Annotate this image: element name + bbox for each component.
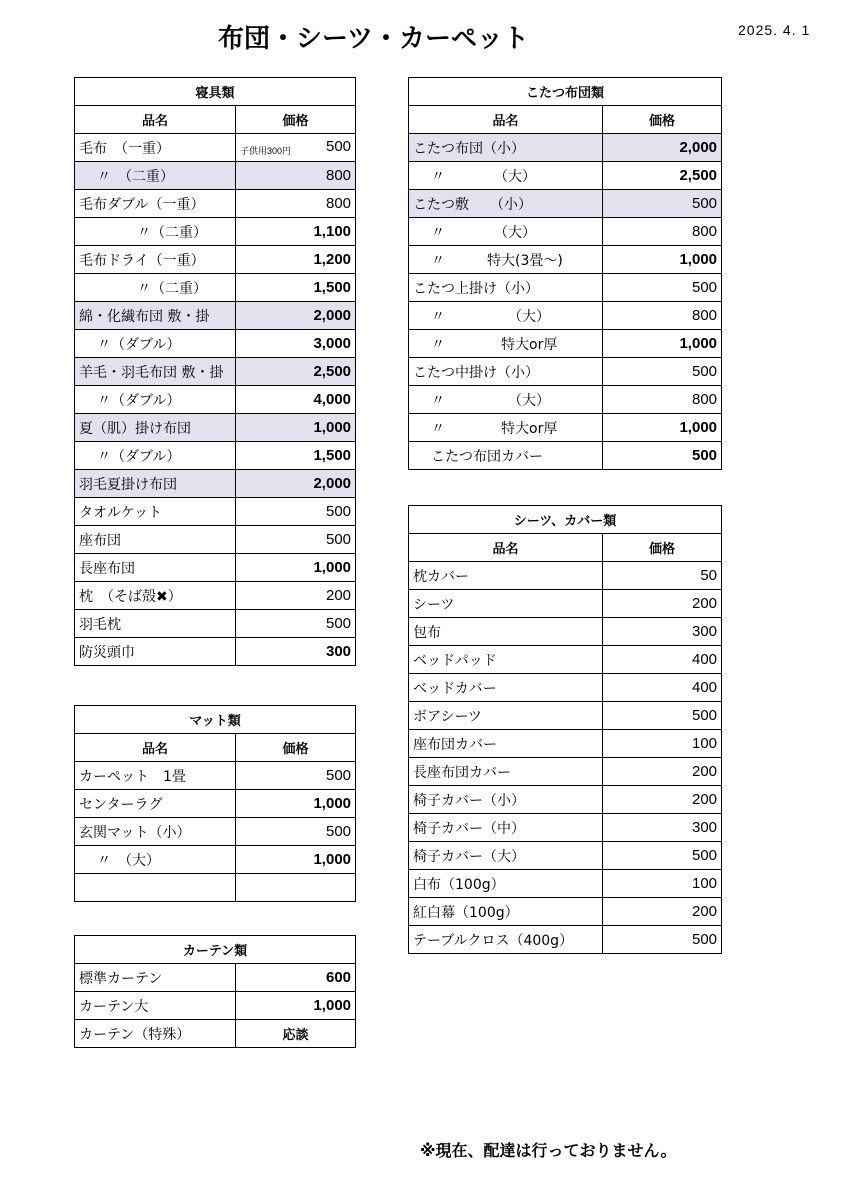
item-name: こたつ上掛け（小） (409, 274, 603, 302)
item-price: 400 (603, 646, 722, 674)
item-name: 毛布ドライ（一重） (75, 246, 236, 274)
item-price: 300 (236, 638, 356, 666)
item-price: 1,000 (603, 414, 722, 442)
item-price: 800 (603, 302, 722, 330)
item-name: 〃 （二重） (75, 162, 236, 190)
item-price: 500 (603, 842, 722, 870)
item-price: 1,000 (236, 414, 356, 442)
table-row (409, 562, 722, 590)
table-row (75, 638, 356, 666)
item-name: 座布団カバー (409, 730, 603, 758)
column-header-price: 価格 (236, 734, 356, 762)
item-name: 羽毛枕 (75, 610, 236, 638)
item-name: 椅子カバー（中） (409, 814, 603, 842)
item-name: 〃 （大） (409, 386, 603, 414)
item-price: 500 (603, 702, 722, 730)
table-row (75, 554, 356, 582)
table-row (75, 274, 356, 302)
item-name: 〃（二重） (75, 274, 236, 302)
delivery-notice: ※現在、配達は行っておりません。 (420, 1141, 677, 1160)
item-price: 100 (603, 730, 722, 758)
table-row (409, 814, 722, 842)
table-row (75, 498, 356, 526)
item-name: こたつ敷 （小） (409, 190, 603, 218)
table-row (409, 274, 722, 302)
bedding-price-table (74, 77, 356, 666)
table-row (75, 190, 356, 218)
column-header-name: 品名 (75, 106, 236, 134)
table-row (409, 302, 722, 330)
item-price: 800 (236, 162, 356, 190)
item-price: 500 (236, 818, 356, 846)
item-price: 500 (603, 190, 722, 218)
table-row (409, 898, 722, 926)
item-price: 1,000 (236, 846, 356, 874)
table-row (409, 870, 722, 898)
item-name: こたつ中掛け（小） (409, 358, 603, 386)
table-header: マット類 (75, 706, 356, 734)
item-name: 〃（ダブル） (75, 330, 236, 358)
item-price: 応談 (236, 1020, 356, 1048)
table-row (75, 134, 356, 162)
item-price: 500 (603, 358, 722, 386)
item-price: 200 (603, 758, 722, 786)
item-price: 200 (603, 898, 722, 926)
table-row (75, 302, 356, 330)
item-price: 2,500 (603, 162, 722, 190)
table-row (75, 218, 356, 246)
item-name: テーブルクロス（400g） (409, 926, 603, 954)
mat-price-table (74, 705, 356, 902)
column-header-price: 価格 (603, 106, 722, 134)
column-header-name: 品名 (75, 734, 236, 762)
item-note: 子供用300円 (240, 146, 292, 156)
table-row (75, 790, 356, 818)
item-price: 2,000 (603, 134, 722, 162)
item-name: 椅子カバー（小） (409, 786, 603, 814)
table-row (75, 386, 356, 414)
item-price: 500 (236, 610, 356, 638)
item-price: 300 (603, 814, 722, 842)
item-name: 長座布団 (75, 554, 236, 582)
column-header-price: 価格 (236, 106, 356, 134)
item-name: 防災頭巾 (75, 638, 236, 666)
item-name: 〃 （大） (409, 162, 603, 190)
table-row (409, 702, 722, 730)
table-row (75, 964, 356, 992)
column-header-price: 価格 (603, 534, 722, 562)
item-price: 1,500 (236, 442, 356, 470)
item-name: カーテン大 (75, 992, 236, 1020)
item-name: 毛布 （一重） (75, 134, 236, 162)
item-price: 200 (603, 590, 722, 618)
item-name: 〃（ダブル） (75, 442, 236, 470)
table-header: 寝具類 (75, 78, 356, 106)
item-name: 〃 （大） (75, 846, 236, 874)
item-name: カーペット 1畳 (75, 762, 236, 790)
column-header-name: 品名 (409, 534, 603, 562)
item-price: 1,200 (236, 246, 356, 274)
table-row (409, 646, 722, 674)
table-row (409, 590, 722, 618)
item-name: 枕 （そば殻✖） (75, 582, 236, 610)
item-price: 500 (603, 442, 722, 470)
item-name (75, 874, 236, 902)
item-price: 3,000 (236, 330, 356, 358)
item-name: 夏（肌）掛け布団 (75, 414, 236, 442)
table-row (409, 162, 722, 190)
item-name: 〃（二重） (75, 218, 236, 246)
table-row (409, 218, 722, 246)
item-price: 800 (603, 218, 722, 246)
item-name: 〃 特大or厚 (409, 330, 603, 358)
table-row (75, 874, 356, 902)
item-name: 紅白幕（100g） (409, 898, 603, 926)
table-row (409, 758, 722, 786)
item-name: 綿・化繊布団 敷・掛 (75, 302, 236, 330)
item-price: 2,000 (236, 470, 356, 498)
item-price: 2,500 (236, 358, 356, 386)
item-price: 1,500 (236, 274, 356, 302)
item-name: 椅子カバー（大） (409, 842, 603, 870)
item-name: 枕カバー (409, 562, 603, 590)
item-price (236, 874, 356, 902)
item-name: こたつ布団カバー (409, 442, 603, 470)
table-row (409, 358, 722, 386)
item-price: 500 (325, 138, 352, 155)
item-name: 羽毛夏掛け布団 (75, 470, 236, 498)
item-price: 1,000 (603, 246, 722, 274)
issue-date: 2025. 4. 1 (738, 22, 811, 38)
item-price: 1,000 (236, 790, 356, 818)
item-name: 包布 (409, 618, 603, 646)
table-row (75, 358, 356, 386)
table-row (409, 786, 722, 814)
item-price: 800 (236, 190, 356, 218)
item-price: 1,000 (603, 330, 722, 358)
page-title: 布団・シーツ・カーペット (218, 24, 529, 54)
table-row (75, 162, 356, 190)
item-price: 50 (603, 562, 722, 590)
table-row (75, 992, 356, 1020)
item-name: センターラグ (75, 790, 236, 818)
item-price: 500 (236, 498, 356, 526)
item-price: 2,000 (236, 302, 356, 330)
item-price: 1,100 (236, 218, 356, 246)
table-row (75, 246, 356, 274)
item-price: 400 (603, 674, 722, 702)
table-row (75, 610, 356, 638)
item-price: 500 (603, 926, 722, 954)
item-price: 500 (236, 526, 356, 554)
item-name: 白布（100g） (409, 870, 603, 898)
curtain-price-table (74, 935, 356, 1048)
table-row (409, 190, 722, 218)
table-row (75, 330, 356, 358)
table-row (409, 330, 722, 358)
table-row (75, 582, 356, 610)
item-price: 100 (603, 870, 722, 898)
kotatsu-price-table (408, 77, 722, 470)
table-row (409, 674, 722, 702)
table-row (409, 730, 722, 758)
table-row (75, 1020, 356, 1048)
table-row (75, 818, 356, 846)
table-header: シーツ、カバー類 (409, 506, 722, 534)
table-row (409, 842, 722, 870)
item-name: 〃 特大or厚 (409, 414, 603, 442)
item-price: 4,000 (236, 386, 356, 414)
item-price: 200 (603, 786, 722, 814)
item-name: 毛布ダブル（一重） (75, 190, 236, 218)
table-row (409, 926, 722, 954)
item-name: 〃 （大） (409, 218, 603, 246)
item-name: こたつ布団（小） (409, 134, 603, 162)
item-price: 600 (236, 964, 356, 992)
table-row (409, 246, 722, 274)
item-name: ベッドカバー (409, 674, 603, 702)
table-header: こたつ布団類 (409, 78, 722, 106)
item-name: 長座布団カバー (409, 758, 603, 786)
item-price: 200 (236, 582, 356, 610)
item-name: 玄関マット（小） (75, 818, 236, 846)
item-price: 1,000 (236, 992, 356, 1020)
table-row (409, 386, 722, 414)
table-row (409, 414, 722, 442)
item-name: 羊毛・羽毛布団 敷・掛 (75, 358, 236, 386)
item-name: 〃 （大） (409, 302, 603, 330)
item-name: 座布団 (75, 526, 236, 554)
item-price: 500 (236, 762, 356, 790)
sheets-price-table (408, 505, 722, 954)
item-name: ベッドパッド (409, 646, 603, 674)
item-price: 1,000 (236, 554, 356, 582)
table-row (75, 846, 356, 874)
item-name: ボアシーツ (409, 702, 603, 730)
item-name: 標準カーテン (75, 964, 236, 992)
table-row (75, 442, 356, 470)
item-price: 800 (603, 386, 722, 414)
item-price: 500 (603, 274, 722, 302)
item-price: 300 (603, 618, 722, 646)
item-name: シーツ (409, 590, 603, 618)
table-row (75, 414, 356, 442)
table-row (409, 442, 722, 470)
table-row (409, 134, 722, 162)
item-name: カーテン（特殊） (75, 1020, 236, 1048)
table-row (75, 762, 356, 790)
item-name: タオルケット (75, 498, 236, 526)
table-row (75, 526, 356, 554)
item-name: 〃（ダブル） (75, 386, 236, 414)
column-header-name: 品名 (409, 106, 603, 134)
table-row (75, 470, 356, 498)
table-header: カーテン類 (75, 936, 356, 964)
table-row (409, 618, 722, 646)
item-name: 〃 特大(3畳～) (409, 246, 603, 274)
